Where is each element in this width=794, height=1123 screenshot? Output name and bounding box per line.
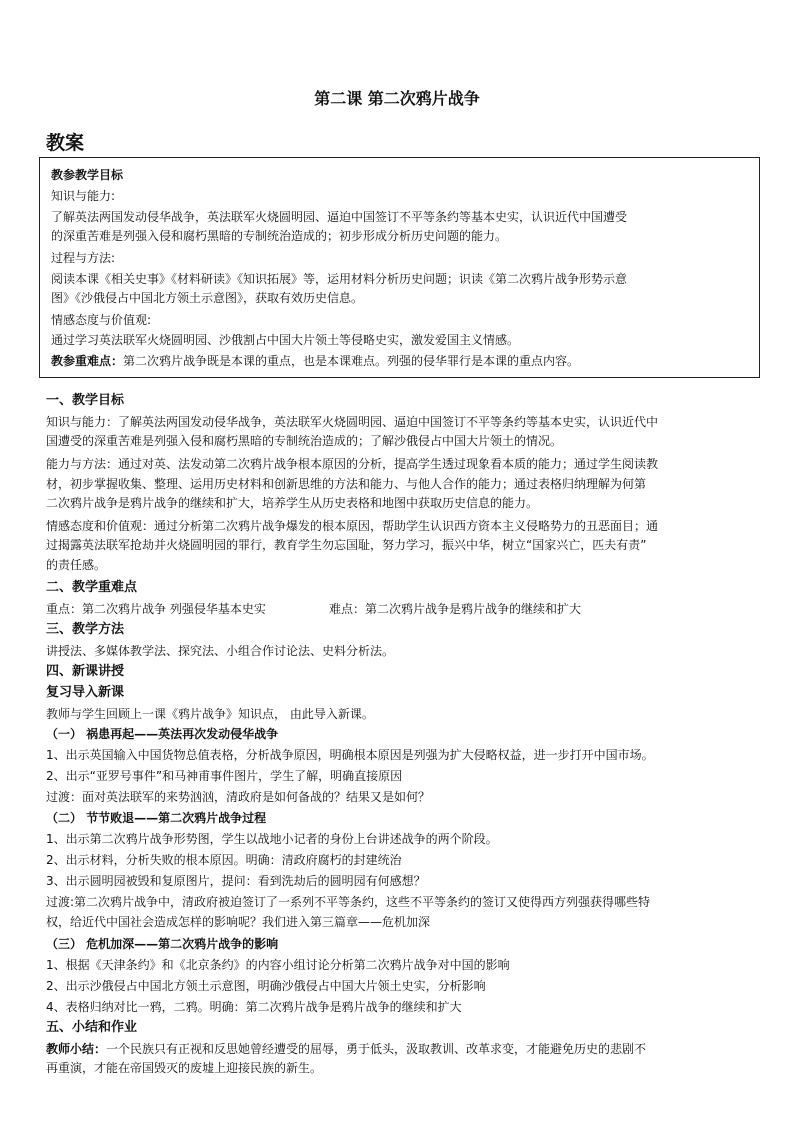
paragraph-line: 的责任感。 <box>46 558 107 572</box>
transition-line: 权，给近代中国社会造成怎样的影响呢？我们进入第三篇章——危机加深 <box>46 915 431 929</box>
knowledge-line: 了解英法两国发动侵华战争，英法联军火烧圆明园、逼迫中国签订不平等条约等基本史实，认识近代中国遭受 <box>51 210 628 224</box>
section-3-title: 三、教学方法 <box>46 622 125 637</box>
summary-line: 再重演，才能在帝国毁灭的废墟上迎接民族的新生。 <box>46 1061 323 1075</box>
part-2-heading: （二） 节节败退——第二次鸦片战争过程 <box>46 811 267 825</box>
paragraph-line: 教师与学生回顾上一课《鸦片战争》知识点， 由此导入新课。 <box>46 707 374 721</box>
list-item: 3、出示圆明园被毁和复原图片，提问：看到洗劫后的圆明园有何感想？ <box>46 874 426 888</box>
list-item: 2、出示沙俄侵占中国北方领土示意图，明确沙俄侵占中国大片领土史实，分析影响 <box>46 979 486 993</box>
process-line: 阅读本课《相关史事》《材料研读》《知识拓展》等，运用材料分析历史问题；识读《第二次鸦片战争形势示意 <box>51 272 628 286</box>
goals-title: 教参教学目标 <box>51 168 124 182</box>
key-points-text: 第二次鸦片战争既是本课的重点，也是本课难点。列强的侵华罪行是本课的重点内容。 <box>123 354 580 368</box>
paragraph-line: 知识与能力：了解英法两国发动侵华战争，英法联军火烧圆明园、逼迫中国签订不平等条约等基本史实，认识近代中 <box>46 415 659 429</box>
part-1-heading: （一） 祸患再起——英法再次发动侵华战争 <box>46 727 279 741</box>
list-item: 2、出示材料，分析失败的根本原因。明确：清政府腐朽的封建统治 <box>46 853 402 867</box>
list-item: 1、出示第二次鸦片战争形势图，学生以战地小记者的身份上台讲述战争的两个阶段。 <box>46 832 498 846</box>
process-line: 图》《沙俄侵占中国北方领土示意图》，获取有效历史信息。 <box>51 291 364 305</box>
section-1-title: 一、教学目标 <box>46 393 125 408</box>
section-4-title: 四、新课讲授 <box>46 664 125 679</box>
summary-line <box>46 1040 646 1058</box>
difficult-point: 难点：第二次鸦片战争是鸦片战争的继续和扩大 <box>329 602 582 616</box>
knowledge-line: 的深重苦难是列强入侵和腐朽黑暗的专制统治造成的；初步形成分析历史问题的能力。 <box>51 229 508 243</box>
list-item: 2、出示“亚罗号事件”和马神甫事件图片，学生了解，明确直接原因 <box>46 769 403 783</box>
process-title: 过程与方法: <box>51 251 116 265</box>
summary-text: 一个民族只有正视和反思她曾经遭受的屈辱，勇于低头，汲取教训、改革求变，才能避免历史的悲剧不 <box>106 1042 647 1056</box>
paragraph-line: 二次鸦片战争是鸦片战争的继续和扩大，培养学生从历史表格和地图中获取历史信息的能力。 <box>46 496 539 510</box>
paragraph-line: 过揭露英法联军抢劫并火烧圆明园的罪行，教育学生勿忘国耻，努力学习，振兴中华，树立“国家兴亡，匹夫有责” <box>46 538 647 552</box>
reference-goals-box <box>39 157 760 378</box>
list-item: 1、根据《天津条约》和《北京条约》的内容小组讨论分析第二次鸦片战争对中国的影响 <box>46 958 510 972</box>
transition-line: 过渡:第二次鸦片战争中，清政府被迫签订了一系列不平等条约，这些不平等条约的签订又使得西方列强获得哪些特 <box>46 895 651 909</box>
paragraph-line: 材，初步掌握收集、整理、运用历史材料和创新思维的方法和能力、与他人合作的能力；通过表格归纳理解为何第 <box>46 477 647 491</box>
emotion-title: 情感态度与价值观: <box>51 313 152 327</box>
paragraph-line: 国遭受的深重苦难是列强入侵和腐朽黑暗的专制统治造成的；了解沙俄侵占中国大片领土的情况。 <box>46 434 563 448</box>
section-2-title: 二、教学重难点 <box>46 580 138 595</box>
list-item: 4、表格归纳对比一鸦，二鸦。明确：第二次鸦片战争是鸦片战争的继续和扩大 <box>46 1000 462 1014</box>
key-point: 重点：第二次鸦片战争 列强侵华基本史实 <box>46 602 266 616</box>
part-3-heading: （三） 危机加深——第二次鸦片战争的影响 <box>46 937 279 951</box>
transition-line: 过渡：面对英法联军的来势汹汹，清政府是如何备战的？结果又是如何？ <box>46 790 431 804</box>
paragraph-line: 能力与方法：通过对英、法发动第二次鸦片战争根本原因的分析，提高学生透过现象看本质的能力；通过学生阅读教 <box>46 457 659 471</box>
intro-subtitle: 复习导入新课 <box>46 685 125 700</box>
key-points-label: 教参重难点： <box>51 354 124 368</box>
key-points-line <box>51 352 579 370</box>
methods-line: 讲授法、多媒体教学法、探究法、小组合作讨论法、史料分析法。 <box>46 644 395 658</box>
list-item: 1、出示英国输入中国货物总值表格，分析战争原因，明确根本原因是列强为扩大侵略权益，进一步打开中国市场。 <box>46 748 654 762</box>
section-5-title: 五、小结和作业 <box>46 1020 138 1035</box>
knowledge-title: 知识与能力: <box>51 189 116 203</box>
paragraph-line: 情感态度和价值观：通过分析第二次鸦片战争爆发的根本原因，帮助学生认识西方资本主义侵略势力的丑恶面目；通 <box>46 519 659 533</box>
page-title: 第二课 第二次鸦片战争 <box>314 89 480 108</box>
summary-label: 教师小结： <box>46 1042 107 1056</box>
emotion-line: 通过学习英法联军火烧圆明园、沙俄割占中国大片领土等侵略史实，激发爱国主义情感。 <box>51 333 520 347</box>
section-heading: 教案 <box>46 132 85 154</box>
